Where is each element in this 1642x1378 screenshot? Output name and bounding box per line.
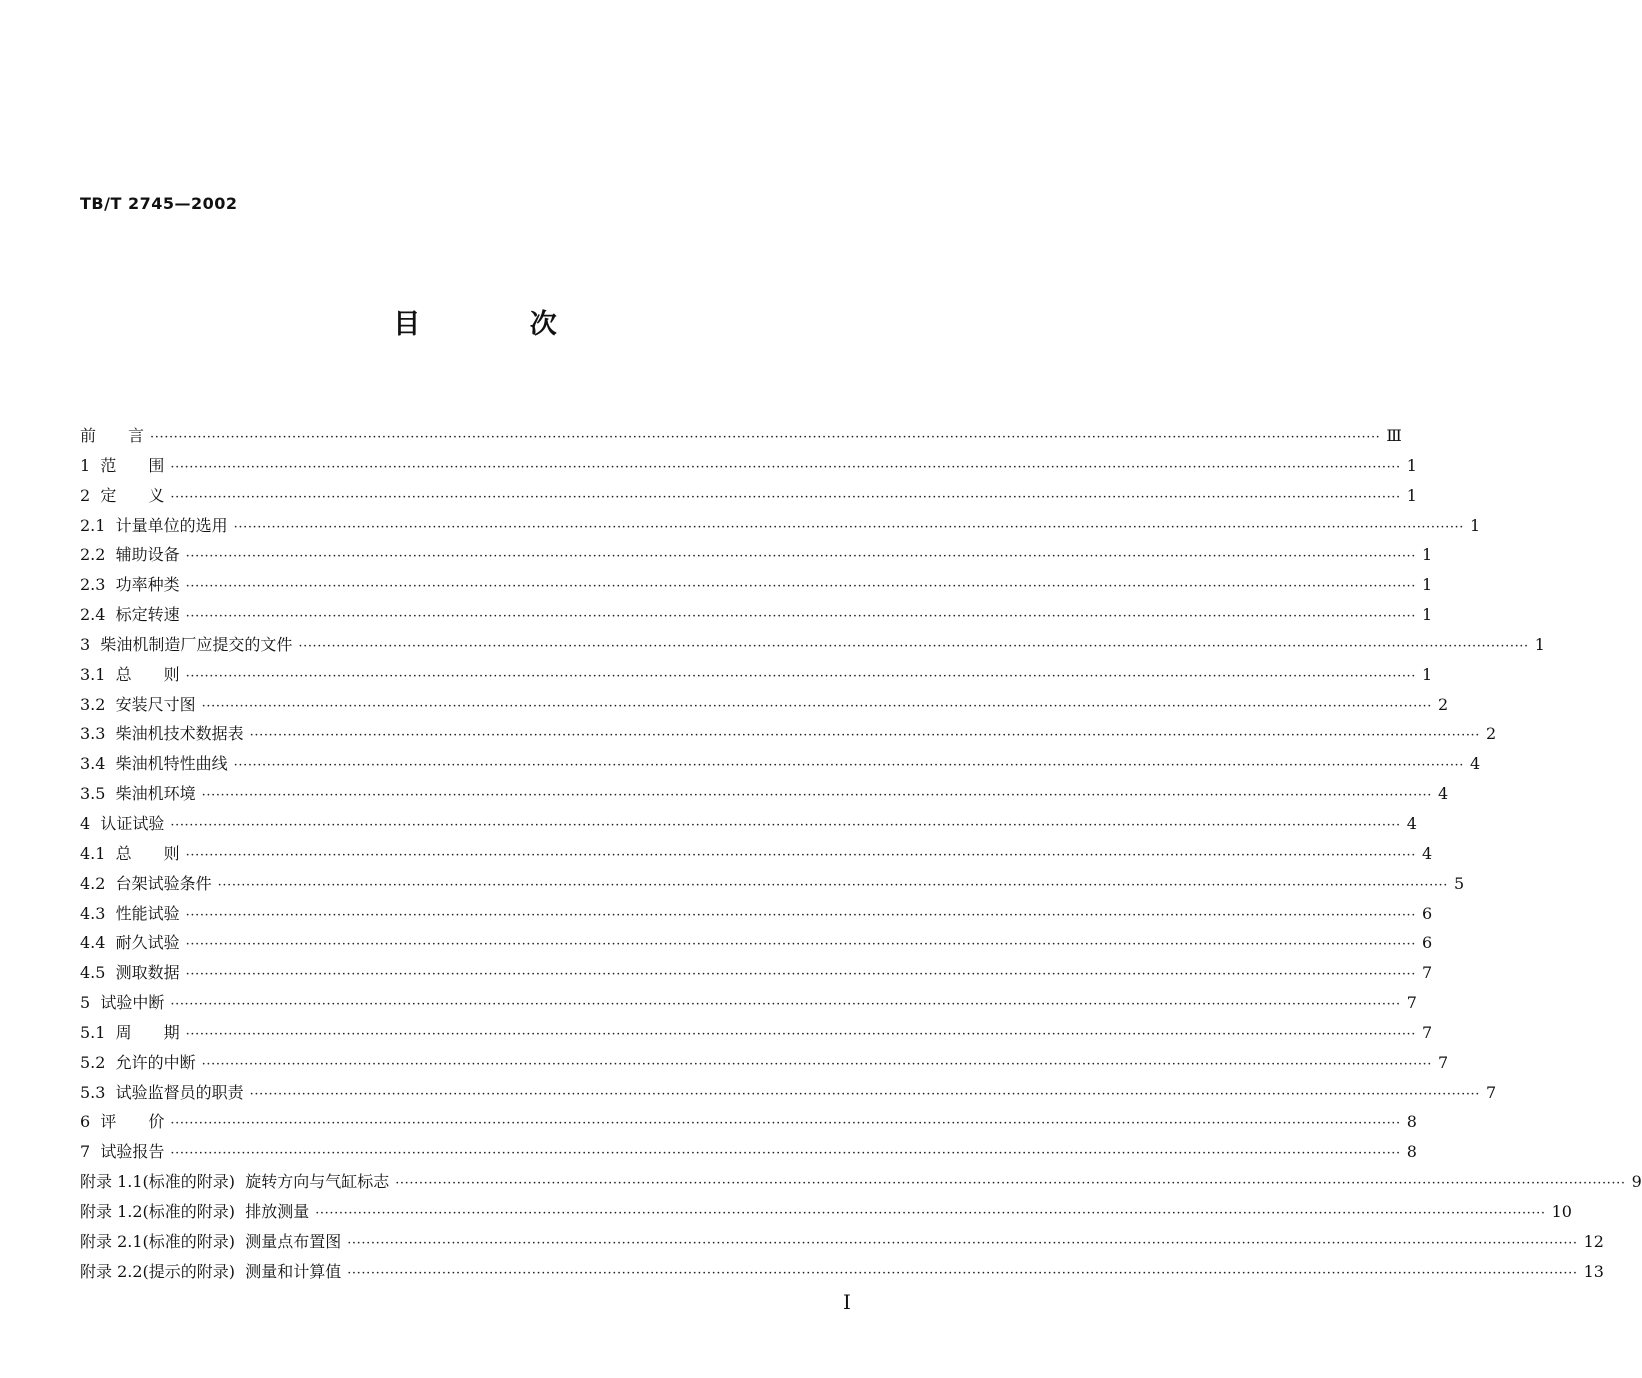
toc-dot-leader: ····································································································································································································································································	[233, 758, 1465, 774]
toc-dot-leader: ····································································································································································································································································	[217, 877, 1449, 893]
toc-entry[interactable]	[80, 1229, 1604, 1259]
toc-entry-label: 2 定 义	[80, 485, 165, 505]
toc-entry-label: 1 范 围	[80, 455, 165, 475]
toc-entry-page: 1	[1406, 485, 1417, 505]
toc-dot-leader: ····································································································································································································································································	[185, 967, 1417, 983]
toc-entry[interactable]	[80, 1020, 1433, 1050]
toc-entry-page: 6	[1422, 933, 1433, 953]
toc-entry-page: 7	[1486, 1082, 1497, 1102]
toc-entry[interactable]	[80, 572, 1433, 602]
toc-entry[interactable]	[80, 1169, 1642, 1199]
toc-entry-label: 4.2 台架试验条件	[80, 873, 212, 893]
toc-entry-label: 3.2 安装尺寸图	[80, 694, 196, 714]
toc-entry-page: 7	[1422, 1022, 1433, 1042]
toc-entry[interactable]	[80, 901, 1433, 931]
toc-entry[interactable]	[80, 632, 1545, 662]
toc-dot-leader: ····································································································································································································································································	[170, 1146, 1401, 1162]
table-of-contents	[80, 423, 1642, 1288]
toc-entry[interactable]	[80, 1109, 1417, 1139]
toc-dot-leader: ····································································································································································································································································	[150, 430, 1381, 445]
toc-entry-page: 1	[1422, 664, 1433, 684]
toc-entry[interactable]	[80, 721, 1497, 751]
toc-entry-page: 13	[1583, 1261, 1604, 1281]
toc-entry-label: 5.1 周 期	[80, 1022, 180, 1042]
toc-entry[interactable]	[80, 1050, 1449, 1080]
toc-dot-leader: ····································································································································································································································································	[170, 817, 1401, 833]
toc-entry[interactable]	[80, 602, 1433, 632]
toc-entry[interactable]	[80, 1080, 1497, 1110]
toc-entry-page: 8	[1406, 1142, 1417, 1162]
toc-dot-leader: ····································································································································································································································································	[185, 609, 1417, 625]
toc-entry-page: 4	[1438, 784, 1449, 804]
toc-entry-page: 9	[1631, 1172, 1642, 1192]
toc-entry-label: 5.2 允许的中断	[80, 1052, 196, 1072]
toc-dot-leader: ····································································································································································································································································	[201, 698, 1433, 714]
toc-entry[interactable]	[80, 692, 1449, 722]
toc-entry-label: 附录 1.2(标准的附录) 排放测量	[80, 1201, 310, 1221]
toc-entry-label: 3 柴油机制造厂应提交的文件	[80, 634, 293, 654]
toc-dot-leader: ····································································································································································································································································	[395, 1176, 1626, 1192]
toc-dot-leader: ····································································································································································································································································	[249, 1086, 1481, 1102]
toc-entry-page: 1	[1422, 605, 1433, 625]
toc-entry-page: 4	[1470, 754, 1481, 774]
toc-dot-leader: ····································································································································································································································································	[201, 1056, 1433, 1072]
page-title: 目 次	[393, 309, 607, 340]
toc-entry[interactable]	[80, 662, 1433, 692]
toc-dot-leader: ····································································································································································································································································	[185, 668, 1417, 684]
toc-entry-label: 前 言	[80, 426, 145, 445]
toc-dot-leader: ····································································································································································································································································	[315, 1205, 1546, 1221]
toc-entry[interactable]	[80, 751, 1481, 781]
toc-dot-leader: ····································································································································································································································································	[185, 549, 1417, 565]
toc-entry-page: 5	[1454, 873, 1465, 893]
toc-entry-page: 2	[1438, 694, 1449, 714]
toc-entry-label: 3.3 柴油机技术数据表	[80, 724, 244, 744]
toc-entry-page: 2	[1486, 724, 1497, 744]
toc-entry-page: 1	[1406, 455, 1417, 475]
toc-dot-leader: ····································································································································································································································································	[298, 638, 1529, 654]
toc-dot-leader: ····································································································································································································································································	[185, 937, 1417, 953]
standard-code: TB/T 2745—2002	[80, 194, 238, 213]
toc-entry-label: 5 试验中断	[80, 993, 165, 1013]
toc-entry[interactable]	[80, 960, 1433, 990]
toc-entry-label: 7 试验报告	[80, 1142, 165, 1162]
toc-entry-page: 8	[1406, 1112, 1417, 1132]
toc-entry[interactable]	[80, 453, 1417, 483]
toc-entry-label: 6 评 价	[80, 1112, 165, 1132]
toc-entry-page: 1	[1422, 545, 1433, 565]
toc-entry-page: 7	[1438, 1052, 1449, 1072]
toc-entry[interactable]	[80, 483, 1417, 513]
toc-dot-leader: ····································································································································································································································································	[185, 847, 1417, 863]
toc-entry-label: 4.3 性能试验	[80, 903, 180, 923]
toc-entry-label: 4.5 测取数据	[80, 963, 180, 983]
toc-dot-leader: ····································································································································································································································································	[347, 1265, 1578, 1281]
toc-entry[interactable]	[80, 871, 1465, 901]
toc-dot-leader: ····································································································································································································································································	[185, 579, 1417, 595]
toc-entry[interactable]	[80, 811, 1417, 841]
toc-entry[interactable]	[80, 781, 1449, 811]
toc-entry-label: 4.1 总 则	[80, 843, 180, 863]
toc-entry-label: 3.1 总 则	[80, 664, 180, 684]
toc-entry-label: 2.2 辅助设备	[80, 545, 180, 565]
toc-entry-page: 7	[1406, 993, 1417, 1013]
toc-entry-page: Ⅲ	[1386, 426, 1402, 445]
toc-entry-page: 4	[1406, 813, 1417, 833]
toc-entry-label: 附录 2.1(标准的附录) 测量点布置图	[80, 1231, 342, 1251]
toc-entry-page: 1	[1534, 634, 1545, 654]
toc-entry-label: 2.1 计量单位的选用	[80, 515, 228, 535]
toc-dot-leader: ····································································································································································································································································	[170, 1116, 1401, 1132]
toc-dot-leader: ····································································································································································································································································	[170, 997, 1401, 1013]
toc-dot-leader: ····································································································································································································································································	[185, 907, 1417, 923]
toc-entry[interactable]	[80, 1259, 1604, 1289]
toc-entry-label: 5.3 试验监督员的职责	[80, 1082, 244, 1102]
toc-entry-page: 1	[1422, 575, 1433, 595]
toc-entry-page: 12	[1583, 1231, 1604, 1251]
toc-entry[interactable]	[80, 513, 1481, 543]
toc-dot-leader: ····································································································································································································································································	[233, 519, 1465, 535]
toc-dot-leader: ····································································································································································································································································	[170, 459, 1401, 475]
toc-entry[interactable]	[80, 423, 1402, 453]
toc-dot-leader: ····································································································································································································································································	[201, 788, 1433, 804]
toc-entry-page: 10	[1551, 1201, 1572, 1221]
toc-entry-label: 4 认证试验	[80, 813, 165, 833]
toc-entry[interactable]	[80, 1199, 1572, 1229]
toc-dot-leader: ····································································································································································································································································	[170, 489, 1401, 505]
toc-entry[interactable]	[80, 990, 1417, 1020]
toc-entry[interactable]	[80, 930, 1433, 960]
toc-entry[interactable]	[80, 1139, 1417, 1169]
toc-entry-page: 6	[1422, 903, 1433, 923]
toc-dot-leader: ····································································································································································································································································	[249, 728, 1481, 744]
toc-entry[interactable]	[80, 542, 1433, 572]
toc-entry-page: 1	[1470, 515, 1481, 535]
toc-entry-label: 3.5 柴油机环境	[80, 784, 196, 804]
toc-entry-page: 7	[1422, 963, 1433, 983]
toc-dot-leader: ····································································································································································································································································	[185, 1026, 1417, 1042]
toc-dot-leader: ····································································································································································································································································	[347, 1235, 1578, 1251]
toc-entry-label: 附录 2.2(提示的附录) 测量和计算值	[80, 1261, 342, 1281]
page-number: I	[843, 1290, 851, 1314]
toc-entry-label: 2.4 标定转速	[80, 605, 180, 625]
toc-entry-label: 3.4 柴油机特性曲线	[80, 754, 228, 774]
toc-entry[interactable]	[80, 841, 1433, 871]
toc-entry-label: 附录 1.1(标准的附录) 旋转方向与气缸标志	[80, 1172, 390, 1192]
toc-entry-label: 2.3 功率种类	[80, 575, 180, 595]
toc-entry-page: 4	[1422, 843, 1433, 863]
toc-entry-label: 4.4 耐久试验	[80, 933, 180, 953]
